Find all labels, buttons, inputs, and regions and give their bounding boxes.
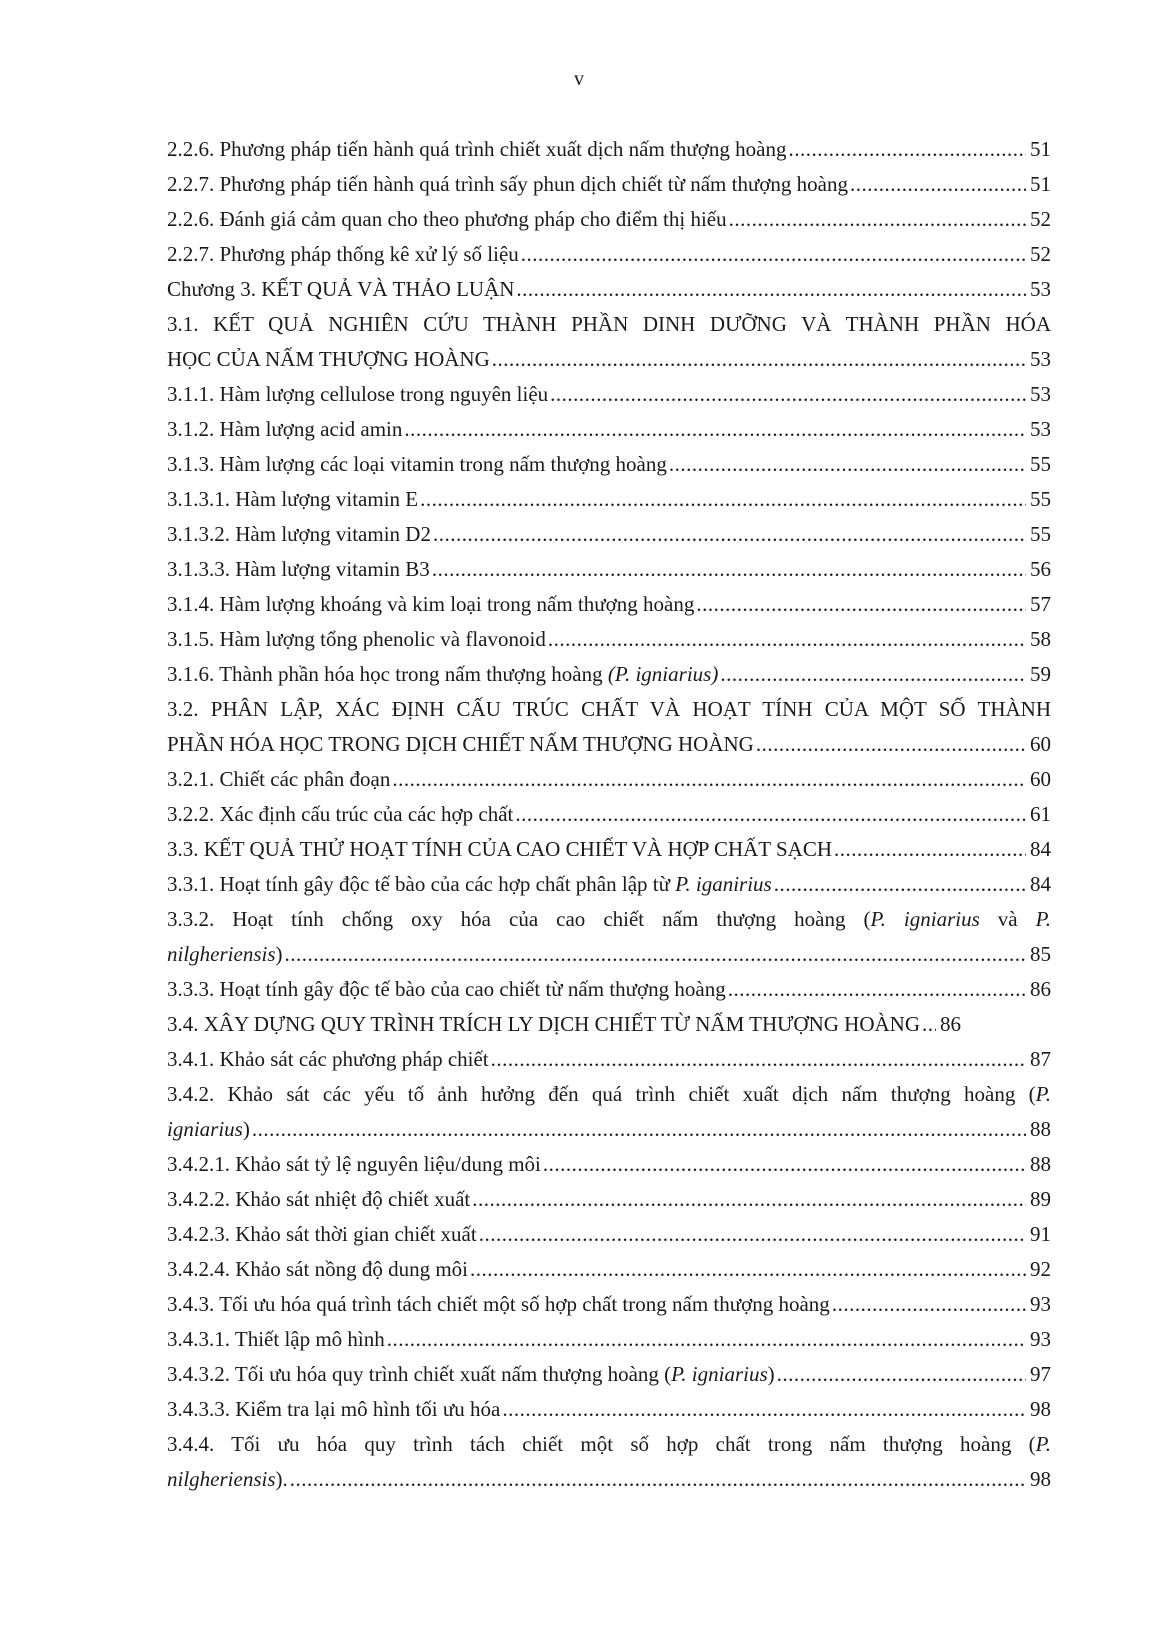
toc-entry[interactable]: [167, 1322, 1051, 1357]
toc-entry-title: 3.3. KẾT QUẢ THỬ HOẠT TÍNH CỦA CAO CHIẾT VÀ HỢP CHẤT SẠCH: [167, 837, 833, 861]
toc-entry[interactable]: [167, 762, 1051, 797]
toc-entry[interactable]: [167, 517, 1051, 552]
toc-entry-title: 3.2.1. Chiết các phân đoạn: [167, 767, 391, 791]
toc-entry[interactable]: [167, 972, 1051, 1007]
toc-entry-title: 3.1.5. Hàm lượng tổng phenolic và flavonoid: [167, 627, 546, 651]
toc-entry-title: 3.4.2. Khảo sát các yếu tố ảnh hưởng đến quá trình chiết xuất dịch nấm thượng hoàng (P.: [167, 1082, 1051, 1106]
toc-entry-page: 51: [1030, 172, 1051, 196]
species-name: nilgheriensis: [167, 942, 276, 966]
toc-entry-line2[interactable]: [167, 342, 1051, 377]
toc-entry-page: 93: [1030, 1327, 1051, 1351]
toc-entry-line2[interactable]: [167, 1112, 1051, 1147]
toc-entry-page: 53: [1030, 382, 1051, 406]
toc-entry-page: 97: [1030, 1362, 1051, 1386]
toc-entry-title: 3.3.3. Hoạt tính gây độc tế bào của cao chiết từ nấm thượng hoàng: [167, 977, 726, 1001]
species-name: P. igniarius: [870, 907, 980, 931]
toc-entry-title: 3.2.2. Xác định cấu trúc của các hợp chất: [167, 802, 514, 826]
toc-entry-title: 3.3.2. Hoạt tính chống oxy hóa của cao chiết nấm thượng hoàng (P. igniarius và P.: [167, 907, 1052, 931]
toc-entry-page: 53: [1030, 417, 1051, 441]
toc-entry-title: 3.1.4. Hàm lượng khoáng và kim loại trong nấm thượng hoàng: [167, 592, 695, 616]
toc-entry-title: 2.2.7. Phương pháp tiến hành quá trình sấy phun dịch chiết từ nấm thượng hoàng: [167, 172, 849, 196]
species-name: P. igniarius: [671, 1362, 768, 1386]
toc-entry-page: 55: [1030, 452, 1051, 476]
toc-entry-page: 60: [1030, 732, 1051, 756]
toc-entry-page: 60: [1030, 767, 1051, 791]
toc-entry-title: 3.4.3.1. Thiết lập mô hình: [167, 1327, 385, 1351]
toc-entry-page: 87: [1030, 1047, 1051, 1071]
toc-entry-page: 88: [1030, 1152, 1051, 1176]
species-name: nilgheriensis: [167, 1467, 276, 1491]
species-name: P.: [1035, 907, 1052, 931]
toc-entry-title: 3.1.2. Hàm lượng acid amin: [167, 417, 403, 441]
toc-entry-title: 3.1.3.3. Hàm lượng vitamin B3: [167, 557, 430, 581]
toc-entry-page: 55: [1030, 487, 1051, 511]
toc-entry-page: 52: [1030, 207, 1051, 231]
toc-entry-title: 2.2.6. Đánh giá cảm quan cho theo phương pháp cho điểm thị hiếu: [167, 207, 727, 231]
toc-entry-title: 3.2. PHÂN LẬP, XÁC ĐỊNH CẤU TRÚC CHẤT VÀ HOẠT TÍNH CỦA MỘT SỐ THÀNH: [167, 697, 1051, 721]
toc-entry-line1[interactable]: [167, 1427, 1051, 1462]
toc-entry-title: 3.1.1. Hàm lượng cellulose trong nguyên liệu: [167, 382, 549, 406]
toc-entry[interactable]: [167, 237, 1051, 272]
toc-entry[interactable]: [167, 1042, 1051, 1077]
toc-entry[interactable]: [167, 482, 1051, 517]
toc-entry-title: 3.1.3. Hàm lượng các loại vitamin trong nấm thượng hoàng: [167, 452, 667, 476]
toc-entry-page: 51: [1030, 137, 1051, 161]
toc-entry-title: 3.4.1. Khảo sát các phương pháp chiết: [167, 1047, 489, 1071]
toc-entry[interactable]: [167, 1357, 1051, 1392]
toc-entry[interactable]: [167, 1147, 1051, 1182]
toc-entry-title: 3.4.2.2. Khảo sát nhiệt độ chiết xuất: [167, 1187, 471, 1211]
toc-entry[interactable]: [167, 622, 1051, 657]
toc-entry-title: 3.4.3. Tối ưu hóa quá trình tách chiết một số hợp chất trong nấm thượng hoàng: [167, 1292, 830, 1316]
toc-entry-line2[interactable]: [167, 1462, 1051, 1497]
toc-entry-title: 2.2.7. Phương pháp thống kê xử lý số liệu: [167, 242, 519, 266]
toc-entry-page: 98: [1030, 1467, 1051, 1491]
toc-entry-line2[interactable]: [167, 937, 1051, 972]
toc-entry-page: 84: [1030, 872, 1051, 896]
toc-entry-page: 59: [1030, 662, 1051, 686]
toc-entry-line1[interactable]: [167, 307, 1051, 342]
toc-entry-title-continued: igniarius): [167, 1117, 250, 1141]
toc-entry-line1[interactable]: [167, 692, 1051, 727]
toc-entry-page: 98: [1030, 1397, 1051, 1421]
toc-entry[interactable]: [167, 202, 1051, 237]
toc-entry[interactable]: [167, 447, 1051, 482]
toc-entry-title: 3.4. XÂY DỰNG QUY TRÌNH TRÍCH LY DỊCH CHIẾT TỪ NẤM THƯỢNG HOÀNG: [167, 1012, 920, 1036]
toc-entry-page: 91: [1030, 1222, 1051, 1246]
toc-entry-title: 3.4.2.4. Khảo sát nồng độ dung môi: [167, 1257, 468, 1281]
toc-entry-chapter[interactable]: [167, 272, 1051, 307]
toc-entry[interactable]: [167, 1392, 1051, 1427]
toc-entry-title: 3.4.3.2. Tối ưu hóa quy trình chiết xuất nấm thượng hoàng (P. igniarius): [167, 1362, 775, 1386]
toc-entry[interactable]: [167, 1217, 1051, 1252]
toc-entry[interactable]: [167, 1287, 1051, 1322]
species-name: P. iganirius: [675, 872, 772, 896]
toc-entry-title: 3.4.2.1. Khảo sát tỷ lệ nguyên liệu/dung môi: [167, 1152, 541, 1176]
toc-entry[interactable]: [167, 797, 1051, 832]
toc-entry-line2[interactable]: [167, 727, 1051, 762]
toc-entry-page: 53: [1030, 347, 1051, 371]
toc-entry-page: 53: [1030, 277, 1051, 301]
toc-entry-line1[interactable]: [167, 902, 1051, 937]
toc-entry-title: 3.1.3.2. Hàm lượng vitamin D2: [167, 522, 431, 546]
toc-entry-title: 3.1. KẾT QUẢ NGHIÊN CỨU THÀNH PHẦN DINH DƯỠNG VÀ THÀNH PHẦN HÓA: [167, 312, 1051, 336]
toc-entry-title: Chương 3. KẾT QUẢ VÀ THẢO LUẬN: [167, 277, 515, 301]
toc-entry-page: 57: [1030, 592, 1051, 616]
toc-entry-title: 2.2.6. Phương pháp tiến hành quá trình chiết xuất dịch nấm thượng hoàng: [167, 137, 787, 161]
toc-entry[interactable]: [167, 1252, 1051, 1287]
toc-entry-page: 86: [1030, 977, 1051, 1001]
toc-entry-title: 3.3.1. Hoạt tính gây độc tế bào của các hợp chất phân lập từ P. iganirius: [167, 872, 772, 896]
species-name: P.: [1035, 1082, 1051, 1106]
toc-entry[interactable]: [167, 657, 1051, 692]
toc-entry-page: 55: [1030, 522, 1051, 546]
species-name: (P. igniarius): [607, 662, 719, 686]
toc-entry[interactable]: [167, 167, 1051, 202]
toc-entry-page: 61: [1030, 802, 1051, 826]
toc-entry-title-continued: HỌC CỦA NẤM THƯỢNG HOÀNG: [167, 347, 490, 371]
toc-entry[interactable]: [167, 867, 1051, 902]
toc-entry-title: 3.1.3.1. Hàm lượng vitamin E: [167, 487, 419, 511]
toc-entry-title: 3.1.6. Thành phần hóa học trong nấm thượng hoàng (P. igniarius): [167, 662, 719, 686]
toc-entry-page: 85: [1030, 942, 1051, 966]
toc-entry[interactable]: [167, 132, 1051, 167]
toc-entry-title-continued: nilgheriensis).: [167, 1467, 288, 1491]
toc-entry-page: 58: [1030, 627, 1051, 651]
toc-entry-line1[interactable]: [167, 1077, 1051, 1112]
toc-entry-page: 88: [1030, 1117, 1051, 1141]
toc-entry[interactable]: [167, 377, 1051, 412]
toc-entry[interactable]: [167, 832, 1051, 867]
toc-entry-page: 93: [1030, 1292, 1051, 1316]
toc-entry[interactable]: [167, 1182, 1051, 1217]
toc-entry-page: 56: [1030, 557, 1051, 581]
toc-entry-title: 3.4.2.3. Khảo sát thời gian chiết xuất: [167, 1222, 477, 1246]
toc-entry-title: 3.4.3.3. Kiểm tra lại mô hình tối ưu hóa: [167, 1397, 501, 1421]
page-number: v: [574, 68, 584, 90]
toc-entry-page: 86: [940, 1012, 961, 1036]
species-name: igniarius: [167, 1117, 243, 1141]
species-name: P.: [1035, 1432, 1051, 1456]
toc-entry[interactable]: [167, 412, 1051, 447]
table-of-contents: [167, 132, 1051, 1497]
toc-entry-title-continued: nilgheriensis): [167, 942, 283, 966]
toc-entry[interactable]: [167, 587, 1051, 622]
toc-entry-title-continued: PHẦN HÓA HỌC TRONG DỊCH CHIẾT NẤM THƯỢNG HOÀNG: [167, 732, 754, 756]
toc-entry[interactable]: [167, 552, 1051, 587]
toc-entry-page: 89: [1030, 1187, 1051, 1211]
toc-entry-page: 84: [1030, 837, 1051, 861]
toc-entry-page: 92: [1030, 1257, 1051, 1281]
toc-entry[interactable]: [167, 1007, 1051, 1042]
toc-entry-title: 3.4.4. Tối ưu hóa quy trình tách chiết một số hợp chất trong nấm thượng hoàng (P.: [167, 1432, 1051, 1456]
toc-entry-page: 52: [1030, 242, 1051, 266]
